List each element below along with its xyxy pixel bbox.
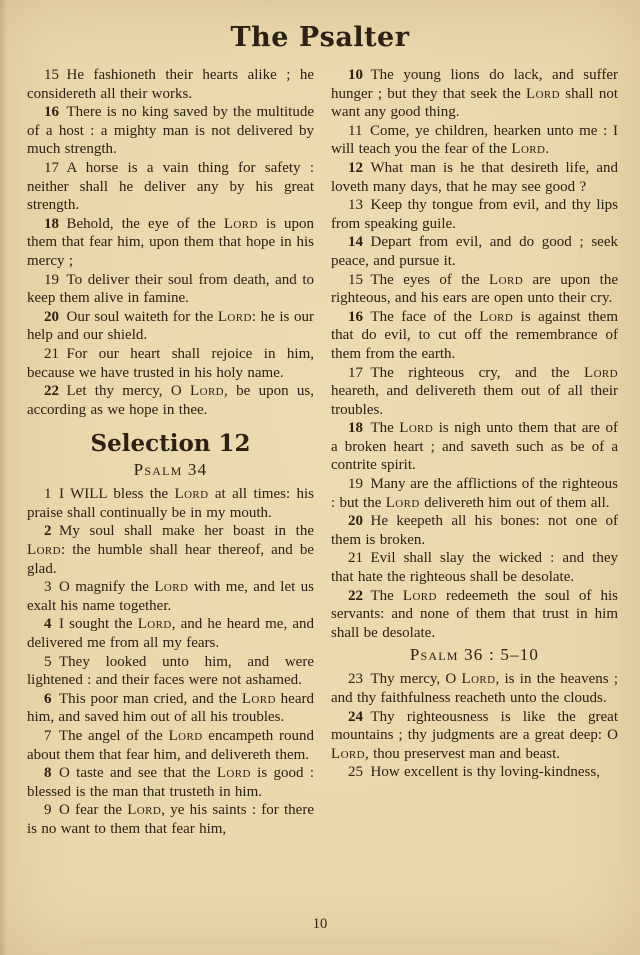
verse-number: 20 <box>44 308 59 325</box>
verse-paragraph <box>27 308 314 345</box>
verse-number: 1 <box>44 486 52 503</box>
selection-heading: Selection 12 <box>90 430 251 458</box>
verse-text: O fear the Lord, ye his saints : for there is no want to them that fear him, <box>27 802 314 837</box>
lord-smallcaps: Lord <box>241 690 276 707</box>
lord-smallcaps: Lord <box>216 765 251 782</box>
verse-text: Let thy mercy, O Lord, be upon us, according as we hope in thee. <box>27 383 314 418</box>
verse-text: How excellent is thy loving-kindness, <box>363 764 600 781</box>
verse-number: 15 <box>348 271 363 288</box>
verse-number: 16 <box>44 104 59 121</box>
verse-paragraph <box>27 690 314 727</box>
verse-paragraph <box>27 485 314 522</box>
verse-number: 8 <box>44 765 52 782</box>
verse-text: Depart from evil, and do good ; seek peace, and pursue it. <box>331 234 618 269</box>
verse-text: Behold, the eye of the Lord is upon them that fear him, upon them that hope in his mercy ; <box>27 215 314 269</box>
verse-text: I sought the Lord, and he heard me, and delivered me from all my fears. <box>27 616 314 652</box>
verse-paragraph <box>331 587 618 643</box>
lord-smallcaps: Lord <box>402 587 437 604</box>
lord-smallcaps: Lord <box>168 728 203 744</box>
verse-text: I WILL bless the Lord at all times: his praise shall continually be in my mouth. <box>27 486 315 521</box>
verse-text: O magnify the Lord with me, and let us exalt his name together. <box>27 579 315 614</box>
verse-paragraph <box>27 522 314 578</box>
page-number: 10 <box>312 916 328 932</box>
lord-smallcaps: Lord <box>223 215 258 232</box>
verse-number: 19 <box>44 271 59 288</box>
verse-paragraph <box>27 764 314 801</box>
verse-number: 22 <box>348 587 363 604</box>
verse-paragraph <box>331 549 618 586</box>
verse-number: 22 <box>44 383 59 400</box>
verse-paragraph <box>331 308 618 364</box>
verse-number: 10 <box>348 67 363 83</box>
verse-paragraph <box>27 159 314 215</box>
verse-number: 15 <box>44 67 59 83</box>
verse-paragraph <box>27 653 314 690</box>
verse-paragraph <box>331 233 618 270</box>
verse-paragraph <box>27 382 314 419</box>
verse-text: He fashioneth their hearts alike ; he considereth all their works. <box>27 67 314 102</box>
verse-number: 6 <box>44 690 52 707</box>
verse-paragraph <box>331 271 618 308</box>
verse-paragraph <box>331 66 618 122</box>
verse-number: 13 <box>348 197 363 214</box>
lord-smallcaps: Lord <box>127 802 162 819</box>
verse-paragraph <box>27 615 314 652</box>
verse-text: They looked unto him, and were lightened : and their faces were not ashamed. <box>27 653 314 689</box>
verse-number: 3 <box>44 579 52 596</box>
verse-text: The angel of the Lord encampeth round about them that fear him, and delivereth them. <box>27 728 314 763</box>
verse-text: A horse is a vain thing for safety : neither shall he deliver any by his great strength. <box>27 159 314 214</box>
lord-smallcaps: Lord <box>399 420 434 437</box>
verse-paragraph <box>331 159 618 196</box>
verse-paragraph <box>331 708 618 764</box>
verse-text: The Lord is nigh unto them that are of a broken heart ; and saveth such as be of a contrite spirit. <box>331 420 618 474</box>
verse-paragraph <box>331 512 618 549</box>
verse-text: Thy mercy, O Lord, is in the heavens ; and thy faithfulness reacheth unto the clouds. <box>331 671 618 706</box>
verse-paragraph <box>331 475 618 512</box>
verse-paragraph <box>27 345 314 382</box>
verse-number: 21 <box>44 345 59 362</box>
verse-text: The righteous cry, and the Lord heareth, and delivereth them out of all their troubles. <box>331 364 618 418</box>
verse-number: 9 <box>44 802 52 819</box>
verse-number: 19 <box>348 476 363 493</box>
verse-number: 25 <box>348 764 363 781</box>
verse-paragraph <box>331 122 618 159</box>
verse-paragraph <box>331 364 618 420</box>
verse-text: What man is he that desireth life, and loveth many days, that he may see good ? <box>331 159 618 195</box>
verse-text: Come, ye children, hearken unto me : I will teach you the fear of the Lord. <box>331 122 618 158</box>
text-columns <box>0 53 640 839</box>
verse-text: Many are the afflictions of the righteous : but the Lord delivereth him out of them all. <box>331 476 618 511</box>
lord-smallcaps: Lord <box>331 745 365 762</box>
verse-paragraph <box>331 196 618 233</box>
psalm-heading: Psalm 36 : 5–10 <box>409 645 540 665</box>
lord-smallcaps: Lord <box>190 383 225 400</box>
lord-smallcaps: Lord <box>154 579 189 596</box>
verse-paragraph <box>27 215 314 271</box>
verse-text: Thy righteousness is like the great mountains ; thy judgments are a great deep: O Lord, thou preservest man and beast. <box>331 708 618 762</box>
verse-text: For our heart shall rejoice in him, because we have trusted in his holy name. <box>27 345 314 381</box>
left-column <box>27 66 314 839</box>
running-head: The Psalter <box>230 22 410 53</box>
verse-text: There is no king saved by the multitude of a host : a mighty man is not delivered by much strength. <box>27 104 314 158</box>
right-column <box>331 66 618 839</box>
lord-smallcaps: Lord <box>137 616 172 633</box>
verse-number: 5 <box>44 653 52 670</box>
verse-paragraph <box>27 578 314 615</box>
verse-number: 14 <box>348 234 363 251</box>
verse-number: 16 <box>348 308 363 325</box>
verse-number: 24 <box>348 708 363 725</box>
verse-text: O taste and see that the Lord is good : blessed is the man that trusteth in him. <box>27 765 314 800</box>
lord-smallcaps: Lord <box>174 486 209 503</box>
psalm-heading: Psalm 34 <box>133 460 208 480</box>
verse-number: 12 <box>348 159 363 176</box>
lord-smallcaps: Lord <box>385 494 420 511</box>
verse-paragraph <box>331 763 618 782</box>
lord-smallcaps: Lord <box>217 308 252 325</box>
verse-text: The face of the Lord is against them that do evil, to cut off the remembrance of them from the earth. <box>331 308 618 362</box>
verse-text: He keepeth all his bones: not one of them is broken. <box>331 513 618 548</box>
verse-number: 17 <box>348 364 363 381</box>
lord-smallcaps: Lord <box>584 364 618 381</box>
verse-paragraph <box>331 419 618 475</box>
verse-number: 18 <box>348 420 363 437</box>
verse-paragraph <box>27 271 314 308</box>
verse-text: Our soul waiteth for the Lord: he is our help and our shield. <box>27 308 314 344</box>
lord-smallcaps: Lord <box>526 85 561 102</box>
verse-text: Keep thy tongue from evil, and thy lips from speaking guile. <box>331 197 618 232</box>
verse-number: 4 <box>44 616 52 633</box>
lord-smallcaps: Lord <box>511 141 546 158</box>
verse-text: To deliver their soul from death, and to keep them alive in famine. <box>27 271 314 307</box>
verse-paragraph <box>27 103 314 159</box>
verse-number: 20 <box>348 513 363 530</box>
lord-smallcaps: Lord <box>27 542 61 559</box>
lord-smallcaps: Lord <box>479 308 514 325</box>
verse-text: The eyes of the Lord are upon the righteous, and his ears are open unto their cry. <box>331 271 618 307</box>
verse-text: This poor man cried, and the Lord heard him, and saved him out of all his troubles. <box>27 690 314 726</box>
verse-paragraph <box>331 670 618 707</box>
verse-number: 23 <box>348 671 363 688</box>
lord-smallcaps: Lord <box>461 671 496 688</box>
verse-number: 21 <box>348 550 363 567</box>
verse-number: 7 <box>44 728 52 744</box>
verse-text: Evil shall slay the wicked : and they that hate the righteous shall be desolate. <box>331 550 618 586</box>
verse-number: 11 <box>348 122 363 139</box>
verse-text: The young lions do lack, and suffer hunger ; but they that seek the Lord shall not want any good thing. <box>331 67 619 121</box>
verse-paragraph <box>27 727 314 764</box>
verse-paragraph <box>27 66 314 103</box>
verse-text: My soul shall make her boast in the Lord: the humble shall hear thereof, and be glad. <box>27 523 314 577</box>
verse-text: The Lord redeemeth the soul of his servants: and none of them that trust in him shall be desolate. <box>331 587 618 641</box>
lord-smallcaps: Lord <box>489 271 524 288</box>
verse-paragraph <box>27 801 314 838</box>
verse-number: 2 <box>44 523 52 540</box>
verse-number: 18 <box>44 215 59 232</box>
verse-number: 17 <box>44 159 59 176</box>
